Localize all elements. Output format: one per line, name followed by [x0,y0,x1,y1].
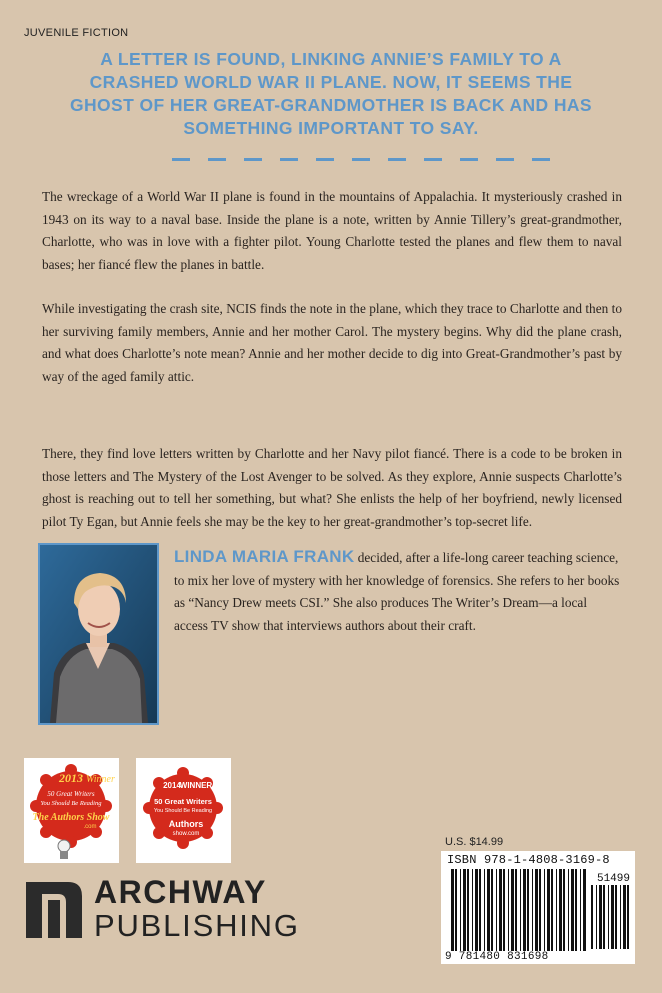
synopsis-paragraph-3: There, they find love letters written by Charlotte and her Navy pilot fiancé. There is a code to be broken in those letters and The Mystery of the Lost Avenger to be solved. As they explore, Annie suspects Charlotte’s ghost is reaching out to tell her something, but what? She enlists the help of her boyfriend, newly licensed pilot Ty Egan, but Annie feels she may be the key to her great-grandmother’s top-secret life. [42,446,622,529]
author-bio [174,546,624,637]
publisher-logo [26,872,316,947]
barcode-bars [451,869,587,951]
publisher-name-2: PUBLISHING [94,908,300,943]
award1-line2: 50 Great Writers [47,790,95,798]
author-bio-text: decided, after a life-long career teaching science, to mix her love of mystery with her knowledge of forensics. She refers to her books as “Nancy Drew meets CSI.” She also produces The Writer’s Dream—a local access TV show that interviews authors about their craft. [174,550,620,633]
award1-year: 2013 [59,771,83,785]
author-photo [38,543,159,725]
barcode-digits: 9 781480 831698 [445,951,549,963]
award1-winner: Winner [86,774,115,785]
award1-line4: The Authors Show [32,812,110,823]
award2-line5: show.com [172,831,200,837]
publisher-name-1: ARCHWAY [94,874,267,910]
isbn-barcode [441,851,635,964]
award2-winner: WINNER [179,781,213,790]
synopsis-paragraph-2: While investigating the crash site, NCIS finds the note in the plane, which they trace to Charlotte and then to her surviving family members, Annie and her mother Carol. The mystery begins. Why did the plane crash, and what does Charlotte’s note mean? Annie and her mother decide to dig into Great-Grandmother’s past by way of the aged family attic. [42,301,622,384]
price-code: 51499 [596,873,630,885]
award1-line3: You Should Be Reading [40,800,102,807]
award-badge-2014 [136,758,231,863]
award2-line4: Authors [168,819,204,829]
award2-line3: You Should Be Reading [153,808,213,814]
barcode-addon-bars [591,885,631,949]
award1-line5: .com [83,824,97,830]
category-label: JUVENILE FICTION [24,27,129,39]
headline: A LETTER IS FOUND, LINKING ANNIE’S FAMILY TO A CRASHED WORLD WAR II PLANE. NOW, IT SEEMS THE GHOST OF HER GREAT-GRANDMOTHER IS BACK AND HAS SOMETHING IMPORTANT TO SAY. [69,49,592,138]
award-badge-2013 [24,758,119,863]
award2-line2: 50 Great Writers [154,797,212,806]
dash-divider [172,158,550,161]
isbn-text: ISBN 978-1-4808-3169-8 [447,853,610,867]
archway-mark-icon [26,882,82,938]
price-label: U.S. $14.99 [445,836,504,848]
award2-year: 2014 [163,781,181,790]
synopsis-paragraph-1: The wreckage of a World War II plane is found in the mountains of Appalachia. It mysteriously crashed in 1943 on its way to a naval base. Inside the plane is a note, written by Annie Tillery’s great-grandmother, Charlotte, who was in love with a fighter pilot. Young Charlotte tested the planes and flew them to naval bases; her fiancé flew the planes in battle. [42,189,622,272]
author-name: LINDA MARIA FRANK [174,547,355,566]
